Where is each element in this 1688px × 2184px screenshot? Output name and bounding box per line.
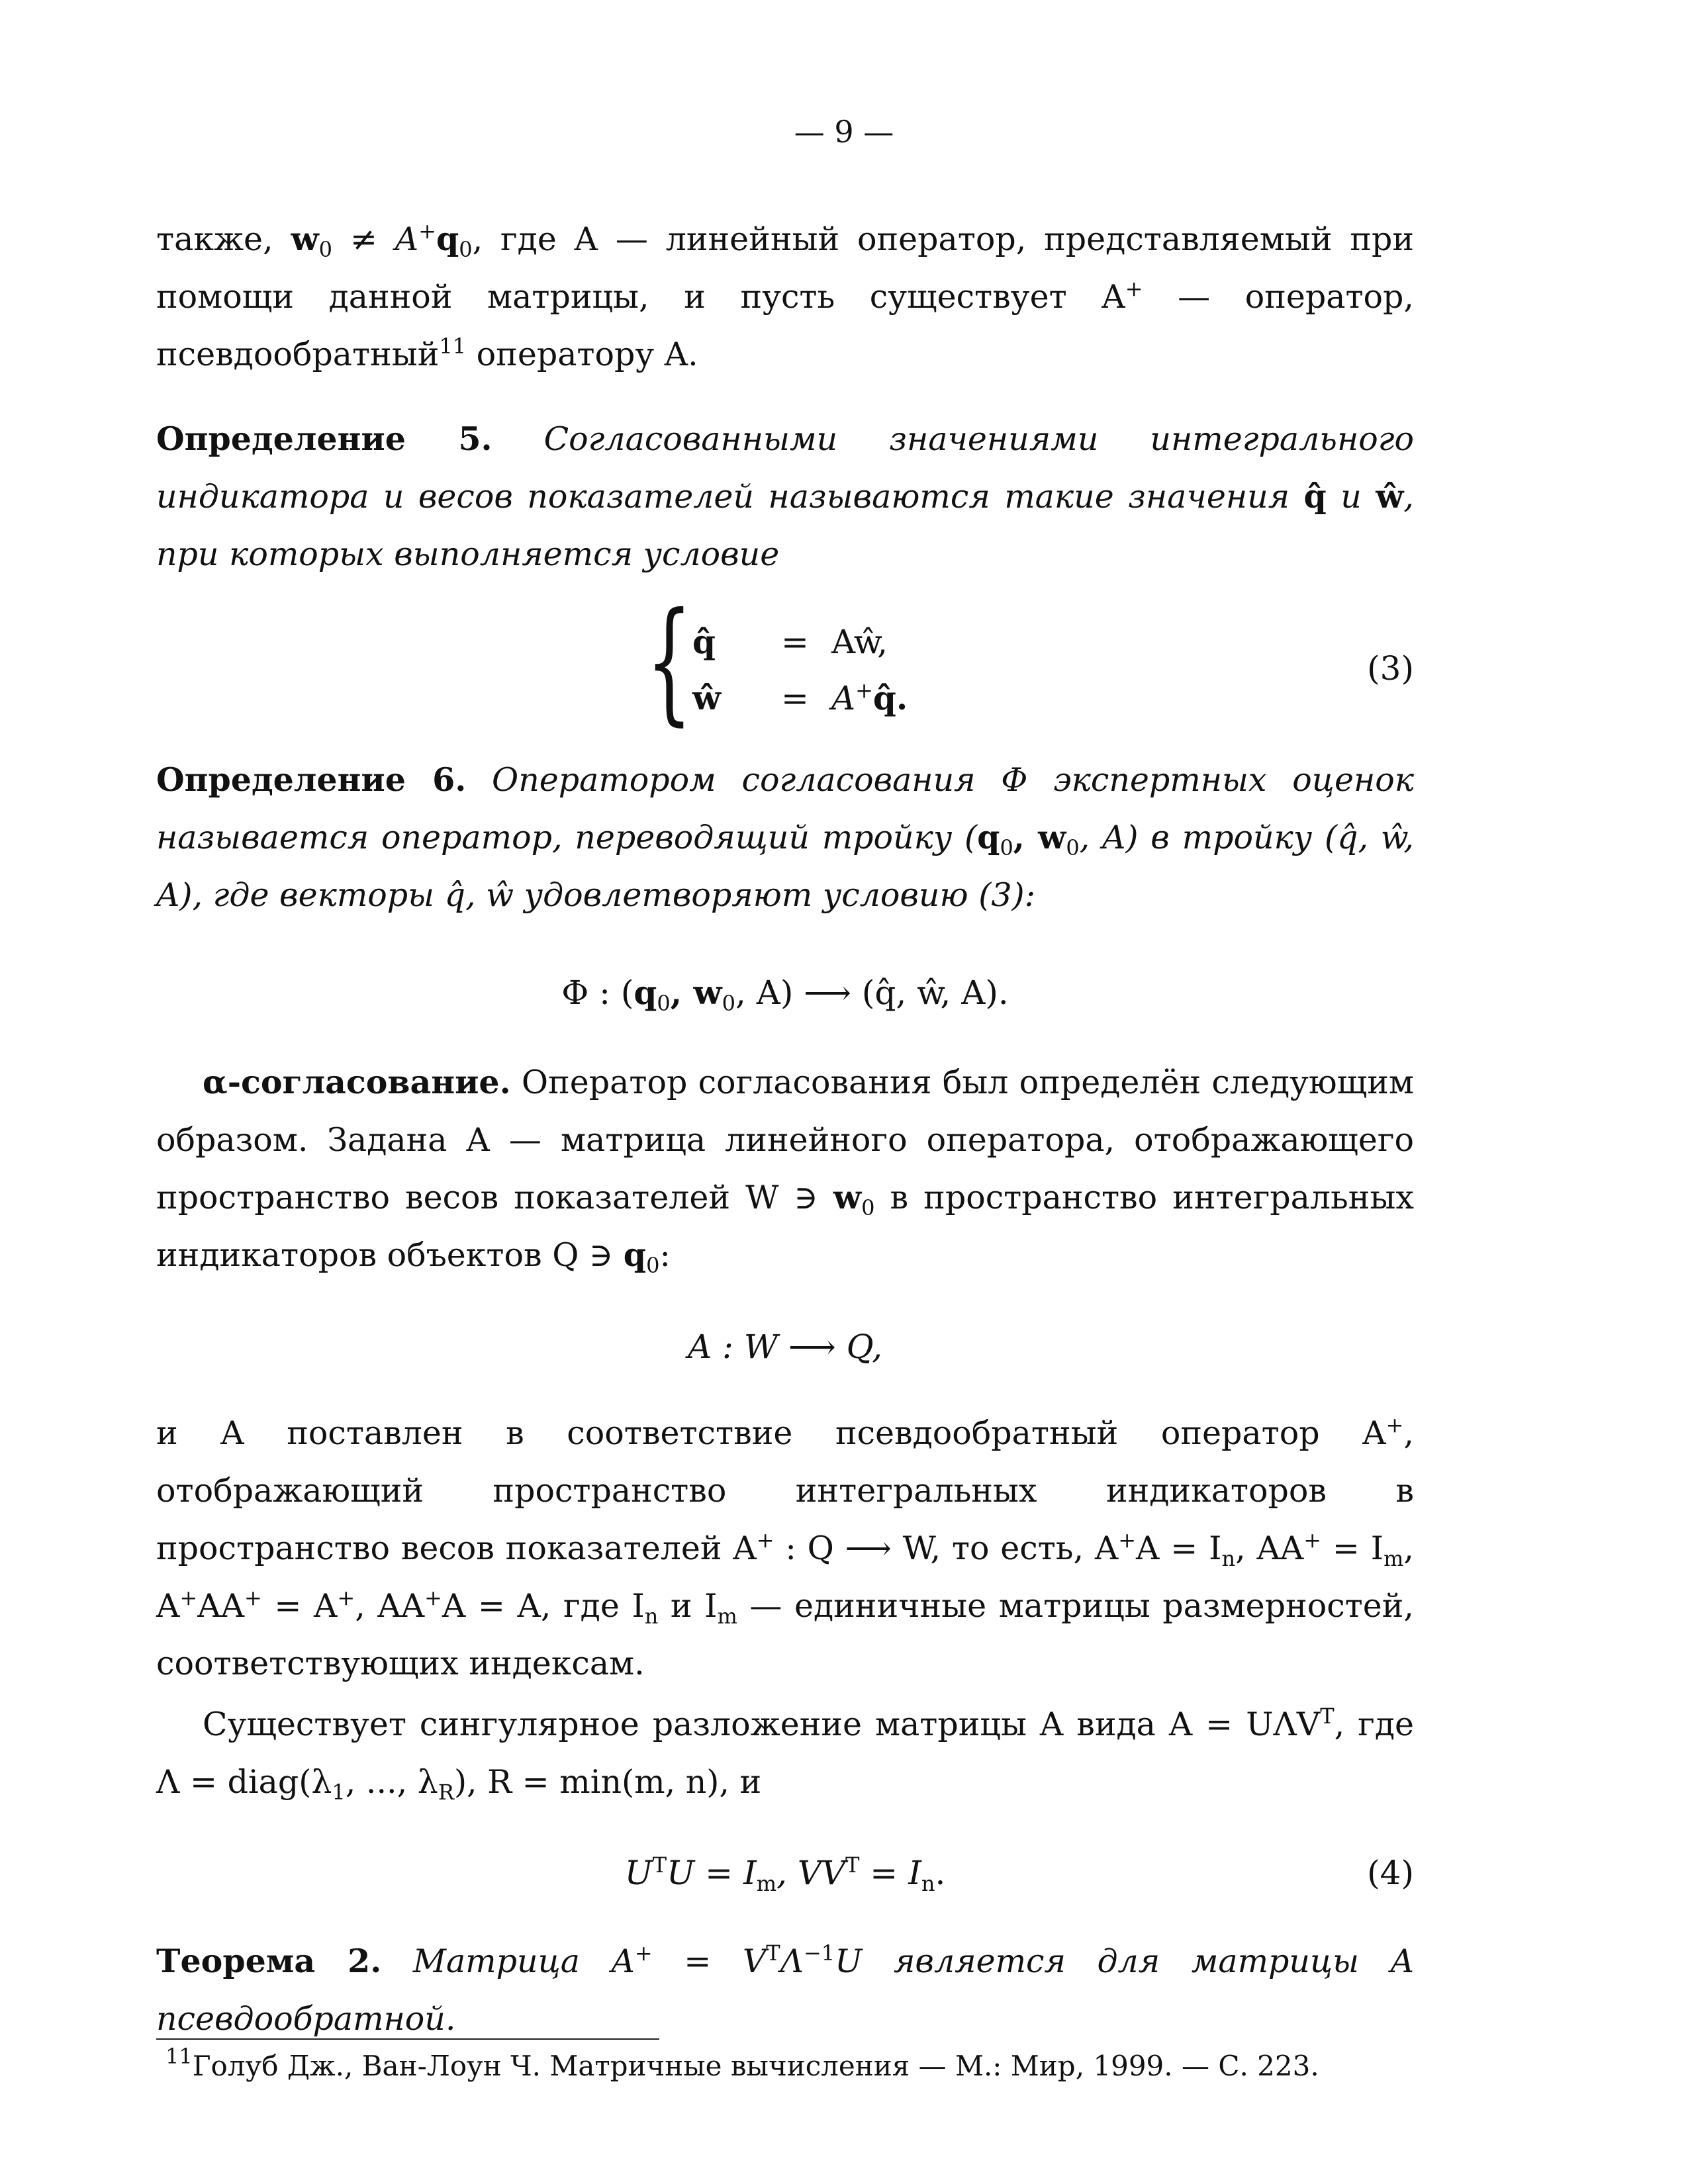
phi-eq-w: , w (670, 973, 722, 1012)
equation-3-row-2-rhs-b: q̂. (872, 678, 908, 717)
equation-3-number: (3) (1367, 649, 1414, 688)
intro-math-w-sub: 0 (318, 237, 332, 262)
svd-paragraph (156, 1696, 1414, 1811)
eq4-d-sub: n (921, 1871, 935, 1896)
phi-eq-w-sub: 0 (722, 991, 735, 1016)
eq4-a-sup: T (652, 1852, 667, 1878)
equation-3-row-2-rhs-sup: + (855, 678, 873, 703)
phi-eq-a: Φ : ( (561, 974, 634, 1012)
definition-6-q: q (977, 818, 1000, 856)
equation-3-row-1-rel: = (781, 623, 809, 661)
equation-4 (156, 1852, 1414, 1896)
definition-6-text-b: , A) в тройку (q̂, ŵ, A), где векторы q̂, ŵ удовлетворяют условию (3): (156, 819, 1414, 914)
pinv-b4: n (1221, 1546, 1236, 1571)
svd-s1: T (1320, 1704, 1335, 1729)
alpha-text-a: Оператор согласования был определён следующим образом. Задана A — матрица линейного оператора, отображающего пространство весов показателей W ∋ (156, 1064, 1414, 1216)
phi-eq-q-sub: 0 (657, 991, 671, 1016)
thm2-t1: Матрица A (381, 1942, 635, 1980)
equation-3-row-2-lhs: ŵ (692, 678, 722, 717)
svd-b3: R (438, 1780, 454, 1805)
alpha-w0: w (833, 1178, 862, 1216)
pinv-b6: m (1383, 1546, 1404, 1571)
svd-t2: , где Λ = diag(λ (156, 1706, 1415, 1801)
intro-math-a-sup: + (418, 218, 436, 244)
alpha-q0-sub: 0 (646, 1253, 660, 1278)
definition-6-w-sub: 0 (1066, 835, 1080, 860)
definition-5-text-b: и (1326, 478, 1376, 516)
definition-6-text-a: Оператором согласования Φ экспертных оценок называется оператор, переводящий тройку ( (156, 761, 1415, 856)
svd-t4: ), R = min(m, n), и (453, 1763, 762, 1801)
pinv-t4: A = I (1136, 1529, 1222, 1567)
eq4-c: , VV (776, 1854, 846, 1892)
pinv-t12: и I (658, 1587, 718, 1625)
alpha-text-c: : (659, 1236, 671, 1274)
equation-3-row-2-rhs (831, 678, 908, 718)
footnote-text: Голуб Дж., Ван-Лоун Ч. Матричные вычисления — М.: Мир, 1999. — С. 223. (192, 2050, 1319, 2082)
theorem-2-label: Теорема 2. (156, 1942, 382, 1980)
pinv-s7: + (179, 1585, 198, 1610)
pinv-t1: и A поставлен в соответствие псевдообратный оператор A (156, 1414, 1386, 1452)
pinv-t9: = A (261, 1587, 338, 1625)
equation-4-number: (4) (1367, 1854, 1414, 1892)
definition-5-text-c: , при которых выполняется условие (156, 478, 1414, 573)
eq4-e: . (935, 1854, 946, 1892)
equation-3-row-2-rhs-a: A (831, 679, 856, 717)
pinv-t5: , AA (1235, 1529, 1304, 1567)
map-equation (156, 1327, 1414, 1367)
pinv-t7: , A (156, 1529, 1414, 1625)
intro-text-d: оператору A. (466, 336, 698, 373)
definition-5-w-hat: ŵ (1376, 477, 1404, 516)
thm2-t3: Λ (780, 1942, 804, 1980)
intro-text-c: — оператор, псевдообратный (156, 278, 1414, 373)
footnote-reference: 11 (439, 334, 467, 359)
pseudoinverse-paragraph (156, 1404, 1414, 1692)
intro-text-a: также, (156, 220, 291, 258)
definition-6 (156, 751, 1414, 924)
pinv-t10: , AA (355, 1587, 425, 1625)
definition-5-label: Определение 5. (156, 420, 492, 458)
thm2-s2: T (766, 1940, 780, 1966)
thm2-s3: −1 (803, 1940, 835, 1966)
page-number: — 9 — (794, 114, 894, 150)
phi-equation (156, 973, 1414, 1016)
svd-t1: Существует сингулярное разложение матрицы A вида A = UΛV (203, 1706, 1321, 1743)
pinv-t13: — единичные матрицы размерностей, соответствующих индексам. (156, 1587, 1414, 1682)
alpha-label: α-согласование. (203, 1063, 511, 1101)
pinv-s5: + (1303, 1527, 1322, 1553)
svd-b2: 1 (332, 1780, 346, 1805)
intro-text-b-sup: + (1125, 276, 1143, 301)
definition-6-w: , w (1013, 818, 1066, 856)
pinv-b11: n (644, 1604, 659, 1629)
thm2-t4: U является для матрицы A псевдообратной. (156, 1942, 1414, 2038)
alpha-paragraph (156, 1054, 1414, 1284)
pinv-t6: = I (1321, 1529, 1384, 1567)
intro-math-q-sub: 0 (459, 237, 473, 262)
equation-3 (156, 584, 1414, 739)
equation-3-row-1-lhs: q̂ (692, 622, 716, 661)
pinv-s9: + (337, 1585, 355, 1610)
intro-text-b: , где A — линейный оператор, представляемый при помощи данной матрицы, и пусть существует A (156, 220, 1414, 316)
pinv-t3: : Q ⟶ W, то есть, A (774, 1529, 1119, 1567)
equation-3-row-2 (692, 678, 908, 731)
pinv-t8: AA (197, 1587, 244, 1625)
equation-3-row-1-rhs: Aŵ, (831, 623, 888, 661)
intro-math-q: q (436, 220, 459, 258)
thm2-s1: + (634, 1940, 653, 1966)
pinv-b12: m (717, 1604, 737, 1629)
phi-eq-d: , A) ⟶ (q̂, ŵ, A). (735, 974, 1009, 1012)
pinv-s8: + (244, 1585, 262, 1610)
alpha-w0-sub: 0 (861, 1195, 875, 1220)
svd-t3: , ..., λ (345, 1763, 438, 1801)
theorem-2 (156, 1933, 1414, 2048)
pinv-s3: + (1118, 1527, 1137, 1553)
equation-3-row-2-rel: = (781, 679, 809, 717)
pinv-t2: , отображающий пространство интегральных индикаторов в пространство весов показателей A (156, 1414, 1414, 1567)
intro-math-w: w (291, 220, 319, 258)
pinv-s2: + (756, 1527, 774, 1553)
intro-math-a: ≠ A (332, 220, 419, 258)
equation-3-brace: { (646, 584, 692, 739)
phi-eq-q: q (633, 973, 657, 1012)
footnote-number: 11 (165, 2044, 193, 2069)
intro-paragraph (156, 210, 1414, 383)
eq4-a: U (624, 1854, 653, 1892)
footnote-divider (156, 2038, 659, 2040)
map-equation-text: A : W ⟶ Q, (688, 1328, 882, 1366)
definition-5 (156, 410, 1414, 583)
pinv-s10: + (424, 1585, 442, 1610)
eq4-d: = I (859, 1854, 921, 1892)
pinv-s1: + (1385, 1412, 1404, 1437)
alpha-text-b: в пространство интегральных индикаторов объектов Q ∋ (156, 1179, 1414, 1274)
alpha-q0: q (623, 1236, 647, 1274)
definition-6-q-sub: 0 (1000, 835, 1013, 860)
eq4-b-sub: m (756, 1871, 777, 1896)
eq4-c-sup: T (845, 1852, 860, 1878)
definition-5-q-hat: q̂ (1303, 477, 1327, 516)
pinv-t11: A = A, где I (442, 1587, 645, 1625)
equation-3-row-1 (692, 622, 888, 675)
thm2-t2: = V (652, 1942, 767, 1980)
definition-5-text-a: Согласованными значениями интегрального индикатора и весов показателей называются такие значения (156, 420, 1414, 516)
eq4-b: U = I (667, 1854, 757, 1892)
footnote (165, 2046, 1319, 2086)
definition-6-label: Определение 6. (156, 760, 467, 799)
